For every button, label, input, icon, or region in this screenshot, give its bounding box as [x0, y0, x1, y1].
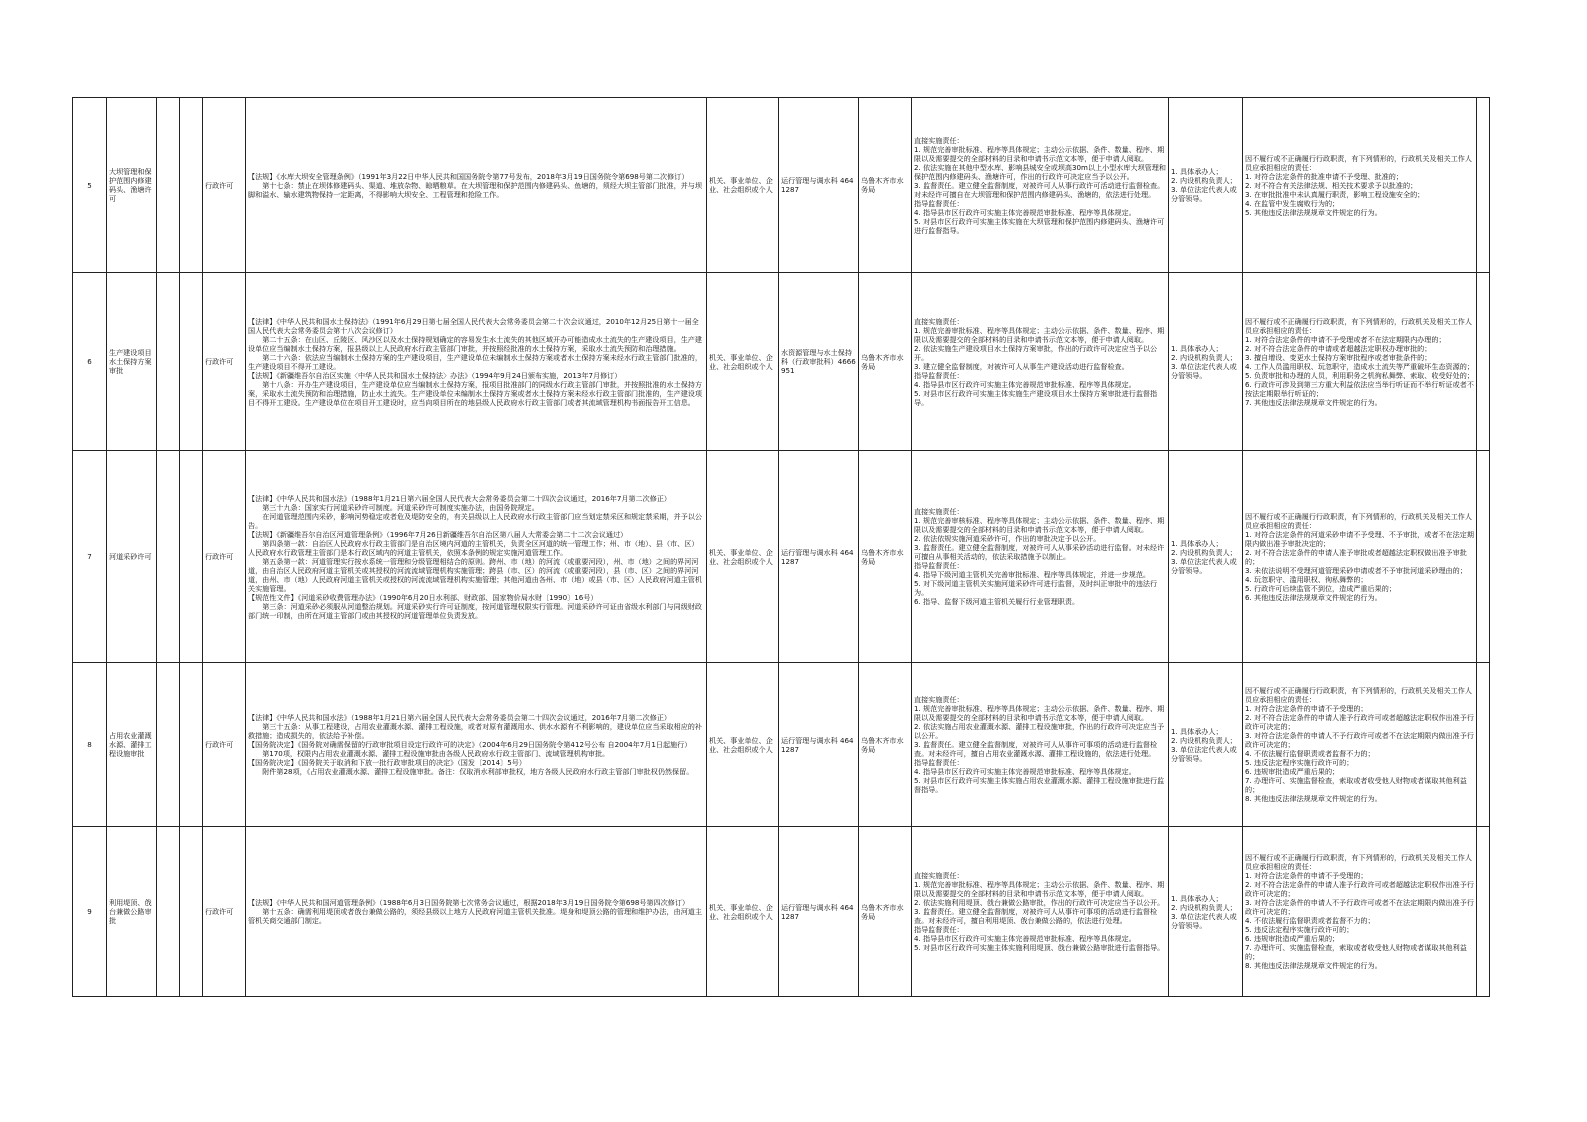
legal-basis-line: 第十八条：开办生产建设项目，生产建设单位应当编制水土保持方案，报项目批准部门的同级水行政主管部门审批，并按照批准的水土保持方案，采取水土流失预防和治理措施，防止水土流失。生产建设单位未编制水土保持方案或者水土保持方案未经水行政主管部门批准的，生产建设项目不得开工建设。生产建设单位在项目开工建设时，应当向项目所在的地县级人民政府水行政主管部门或者其流域管理机构书面报告开工信息。: [248, 379, 702, 407]
duties-line: 直接实施责任：: [914, 316, 964, 326]
duties-line: 直接实施责任：: [914, 135, 964, 145]
duties-line: 4. 指导县市区行政许可实施主体完善规范审批标准、程序等具体规定。: [914, 767, 1136, 776]
remarks: [1477, 663, 1490, 827]
office: 运行管理与调水科 4641287: [779, 663, 859, 827]
legal-basis-line: 【法律】《中华人民共和国水法》（1988年1月21日第六届全国人民代表大会常务委员会第二十四次会议通过，2016年7月第二次修正）: [248, 493, 672, 503]
liability: [1243, 663, 1477, 827]
bearers-line: 2. 内设机构负责人；: [1171, 902, 1237, 912]
bearers: [1169, 663, 1243, 827]
table-row: [73, 273, 1490, 451]
row-number: 7: [73, 451, 107, 663]
legal-basis-line: 【法律】《中华人民共和国水土保持法》（1991年6月29日第七届全国人民代表大会常务委员会第二十次会议通过，2010年12月25日第十一届全国人民代表大会常务委员会第十八次会议修订）: [248, 316, 699, 335]
table-row: [73, 451, 1490, 663]
liability-line: 6. 其他违反法律法规规章文件规定的行为。: [1245, 592, 1382, 602]
liability: [1243, 98, 1477, 273]
office: 水资源管理与水土保持科（行政审批科）4666951: [779, 273, 859, 451]
liability-line: 5. 其他违反法律法规规章文件规定的行为。: [1245, 207, 1382, 217]
duties-line: 直接实施责任：: [914, 695, 964, 704]
liability-line: 因不履行或不正确履行行政职责，有下列情形的，行政机关及相关工作人员应承担相应的责任：: [1245, 853, 1472, 871]
duties-line: 3. 监督责任。建立健全监督制度，对被许可人从事许可事项的活动进行监督检查。对未经许可，擅自利用堤顶、戗台兼做公路的，依法进行处理。: [914, 907, 1158, 925]
liability-line: 5. 行政许可后续监管不到位，造成严重后果的；: [1245, 583, 1396, 593]
duties-line: 直接实施责任：: [914, 871, 964, 880]
agency: 乌鲁木齐市水务局: [859, 273, 912, 451]
duties: [912, 827, 1169, 997]
liability-line: 5. 违反法定程序实施行政许可的；: [1245, 758, 1354, 767]
legal-basis: [246, 451, 707, 663]
duties-line: 3. 建立健全监督制度，对被许可人从事生产建设活动进行监督检查。: [914, 361, 1129, 371]
legal-basis-line: 第十五条：确需利用堤顶或者戗台兼做公路的，须经县级以上地方人民政府河道主管机关批准。堤身和堤顶公路的管理和维护办法，由河道主管机关商交通部门制定。: [248, 907, 702, 925]
bearers-line: 1. 具体承办人；: [1171, 343, 1223, 353]
liability-line: 3. 对符合法定条件的申请人不予行政许可或者不在法定期限内做出准予行政许可决定的；: [1245, 898, 1474, 916]
bearers-line: 1. 具体承办人；: [1171, 726, 1223, 736]
sub-item: [157, 273, 180, 451]
duties-line: 5. 对县市区行政许可实施主体实施在大坝管理和保护范围内修建码头、渔塘许可进行监督指导。: [914, 216, 1165, 235]
remarks: [1477, 98, 1490, 273]
duties-line: 2. 依法实施占用农业灌溉水源、灌排工程设施审批，作出的行政许可决定应当予以公开。: [914, 722, 1165, 740]
bearers-line: 3. 单位法定代表人或分管领导。: [1171, 744, 1237, 763]
duties-line: 3. 监督责任。建立健全监督制度，对被许可人从事许可事项的活动进行监督检查。对未经许可，擅自占用农业灌溉水源、灌排工程设施的，依法进行处理。: [914, 740, 1158, 758]
liability-line: 4. 玩忽职守、滥用职权、徇私舞弊的；: [1245, 574, 1368, 584]
item-category: 行政许可: [203, 273, 246, 451]
target: 机关、事业单位、企业、社会组织或个人: [707, 98, 779, 273]
duties-line: 指导监督责任：: [914, 758, 964, 767]
duties-line: 3. 监督责任。建立健全监督制度，对被许可人从事采砂活动进行监督。对未经许可擅自从事相关活动的，依法采取措施予以制止。: [914, 543, 1165, 561]
legal-basis-line: 第二十六条：依法应当编制水土保持方案的生产建设项目，生产建设单位未编制水土保持方案或者水土保持方案未经水行政主管部门批准的，生产建设项目不得开工建设。: [248, 352, 702, 371]
duties-line: 5. 对下级河道主管机关实施河道采砂许可进行监督，及时纠正审批中的违法行为。: [914, 579, 1158, 597]
legal-basis-line: 第五条第一款：河道管理实行按水系统一管理和分级管理相结合的原则。跨州、市（地）的河流（或重要河段），州、市（地）之间的界河河道，由自治区人民政府河道主管机关或其授权的河流流域管理机构实施管理；跨县（市、区）的河流（或重要河段），县（市、区）之间的界河河道，由州、市（地）人民政府河道主管机关或授权的河流流域管理机构实施管理；其他河道由各州、市（地）或县（市、区）人民政府河道主管机关实施管理。: [248, 556, 702, 593]
liability-line: 1. 对符合法定条件的申请不予受理的；: [1245, 704, 1368, 713]
target: 机关、事业单位、企业、社会组织或个人: [707, 273, 779, 451]
row-number: 9: [73, 827, 107, 997]
liability-line: 7. 办理许可、实施监督检查，索取或者收受他人财物或者谋取其他利益的；: [1245, 943, 1467, 961]
legal-basis: [246, 827, 707, 997]
item-category: 行政许可: [203, 451, 246, 663]
legal-basis-line: 【法规】《新疆维吾尔自治区实施〈中华人民共和国水土保持法〉办法》（1994年9月24日颁布实施，2013年7月修订）: [248, 370, 622, 380]
bearers: [1169, 273, 1243, 451]
table-row: [73, 98, 1490, 273]
legal-basis-line: 在河道管理范围内采砂，影响河势稳定或者危及堤防安全的，有关县级以上人民政府水行政主管部门应当划定禁采区和规定禁采期，并予以公告。: [248, 511, 702, 530]
liability: [1243, 827, 1477, 997]
power-list-table: [72, 97, 1490, 997]
legal-basis-line: 【规范性文件】《河道采砂收费管理办法》（1990年6月20日水利部、财政部、国家物价局水财〔1990〕16号）: [248, 592, 598, 602]
row-number: 6: [73, 273, 107, 451]
liability-line: 3. 对符合法定条件的申请人不予行政许可或者不在法定期限内做出准予行政许可决定的；: [1245, 731, 1474, 749]
duties-line: 3. 监督责任。建立健全监督制度，对被许可人从事行政许可活动进行监督检查。对未经许可擅自在大坝管理和保护范围内修建码头、渔塘的，依法进行处理。: [914, 180, 1165, 199]
liability-line: 8. 其他违反法律法规规章文件规定的行为。: [1245, 961, 1382, 970]
duties-line: 5. 对县市区行政许可实施主体实施生产建设项目水土保持方案审批进行监督指导。: [914, 388, 1158, 407]
liability-line: 2. 对不符合法定条件的申请或者超越法定职权办理审批的；: [1245, 343, 1432, 353]
legal-basis-line: 第十七条：禁止在坝体修建码头、渠道、堆放杂物、晾晒粮草。在大坝管理和保护范围内修建码头、鱼塘的，须经大坝主管部门批准，并与坝脚和溢水、输水建筑物保持一定距离，不得影响大坝安全、工程管理和抢险工作。: [248, 180, 702, 199]
duties-line: 指导监督责任：: [914, 370, 964, 380]
duties-line: 4. 指导县市区行政许可实施主体完善规范审批标准、程序等具体规定。: [914, 934, 1136, 943]
item-category: 行政许可: [203, 663, 246, 827]
bearers-line: 3. 单位法定代表人或分管领导。: [1171, 361, 1237, 380]
duties-line: 6. 指导、监督下级河道主管机关履行行业管理职责。: [914, 597, 1080, 606]
liability-line: 1. 对符合法定条件的申请不予受理或者不在法定期限内办理的；: [1245, 334, 1446, 344]
liability-line: 3. 擅自增设、变更水土保持方案审批程序或者审批条件的；: [1245, 352, 1432, 362]
row-number: 5: [73, 98, 107, 273]
duties: [912, 451, 1169, 663]
legal-basis-line: 【国务院决定】《国务院对确需保留的行政审批项目设定行政许可的决定》（2004年6月29日国务院令第412号公布 自2004年7月1日起施行）: [248, 740, 692, 749]
duties-line: 2. 依法实施利用堤顶、戗台兼做公路审批，作出的行政许可决定应当予以公开。: [914, 898, 1165, 907]
agency: 乌鲁木齐市水务局: [859, 663, 912, 827]
duties-line: 4. 指导县市区行政许可实施主体完善规范审批标准、程序等具体规定。: [914, 379, 1136, 389]
bearers-line: 1. 具体承办人；: [1171, 167, 1223, 176]
duties: [912, 273, 1169, 451]
remarks: [1477, 451, 1490, 663]
remarks: [1477, 273, 1490, 451]
item-category: 行政许可: [203, 98, 246, 273]
legal-basis-line: 第二十五条：在山区、丘陵区、风沙区以及水土保持规划确定的容易发生水土流失的其他区域开办可能造成水土流失的生产建设项目，生产建设单位应当编制水土保持方案，报县级以上人民政府水行政主管部门审批，并按照经批准的水土保持方案，采取水土流失预防和治理措施。: [248, 334, 702, 353]
liability-line: 2. 对不符合法定条件的申请人准予审批或者超越法定职权做出准予审批的；: [1245, 547, 1467, 566]
liability-line: 6. 行政许可涉及到第三方重大利益依法应当举行听证而不举行听证或者不按法定期限举行听证的；: [1245, 379, 1474, 398]
liability-line: 因不履行或不正确履行行政职责，有下列情形的，行政机关及相关工作人员应承担相应的责任：: [1245, 686, 1472, 704]
liability-line: 4. 不依法履行监督职责或者监督不力的；: [1245, 916, 1375, 925]
duties: [912, 98, 1169, 273]
legal-basis-line: 第三十九条：国家实行河道采砂许可制度。河道采砂许可制度实施办法，由国务院规定。: [262, 502, 539, 512]
target: 机关、事业单位、企业、社会组织或个人: [707, 827, 779, 997]
duties-line: 指导监督责任：: [914, 925, 964, 934]
duties-line: 指导监督责任：: [914, 561, 964, 570]
legal-basis-line: 第三条：河道采砂必须服从河道整治规划。河道采砂实行许可证制度，按河道管理权限实行管理。河道采砂许可证由省级水利部门与同级财政部门统一印制，由所在河道主管部门或由其授权的河道管理单位负责发放。: [248, 601, 702, 620]
duties-line: 2. 依法实施生产建设项目水土保持方案审批，作出的行政许可决定应当予以公开。: [914, 343, 1158, 362]
duties-line: 1. 规范完善审核标准、程序等具体规定；主动公示依据、条件、数量、程序、期限以及需要提交的全部材料的目录和申请书示范文本等，便于申请人阅取。: [914, 516, 1165, 534]
duties: [912, 663, 1169, 827]
sub-item-blank: [180, 663, 203, 827]
legal-basis-line: 第四条第一款：自治区人民政府水行政主管部门是自治区境内河道的主管机关，负责全区河道的统一管理工作；州、市（地）、县（市、区）人民政府水行政管理主管部门是本行政区域内的河道主管机关，依照本条例的规定实施河道管理工作。: [248, 538, 699, 557]
liability-line: 4. 在监管中发生腐败行为的；: [1245, 198, 1340, 208]
table-row: [73, 827, 1490, 997]
liability-line: 2. 对不符合法定条件的申请人准予行政许可或者超越法定职权作出准予行政许可决定的；: [1245, 713, 1474, 731]
bearers: [1169, 827, 1243, 997]
table-row: [73, 663, 1490, 827]
row-number: 8: [73, 663, 107, 827]
legal-basis: [246, 98, 707, 273]
liability-line: 4. 工作人员滥用职权、玩忽职守，造成水土流失等严重破坏生态资源的；: [1245, 361, 1474, 371]
liability-line: 5. 负责审批和办理的人员，利用职务之机徇私舞弊、索取、收受好处的；: [1245, 370, 1474, 380]
duties-line: 5. 对县市区行政许可实施主体实施占用农业灌溉水源、灌排工程设施审批进行监督指导。: [914, 776, 1165, 794]
liability-line: 1. 对符合法定条件的河道采砂申请不予受理、不予审批，或者不在法定期限内做出准予审批决定的；: [1245, 529, 1474, 548]
duties-line: 2. 依法依规实施河道采砂许可，作出的审批决定予以公开。: [914, 534, 1101, 543]
sub-item-blank: [180, 273, 203, 451]
legal-basis-line: 第170项，权限内占用农业灌溉水源、灌排工程设施审批由各级人民政府水行政主管部门、流域管理机构审批。: [262, 749, 610, 758]
liability-line: 5. 违反法定程序实施行政许可的；: [1245, 925, 1354, 934]
office: 运行管理与调水科 4641287: [779, 827, 859, 997]
table-body: [73, 98, 1490, 997]
duties-line: 指导监督责任：: [914, 198, 964, 208]
duties-line: 1. 规范完善审批标准、程序等具体规定；主动公示依据、条件、数量、程序、期限以及需要提交的全部材料的目录和申请书示范文本等，便于申请人阅取。: [914, 325, 1165, 344]
bearers-line: 3. 单位法定代表人或分管领导。: [1171, 911, 1237, 930]
liability: [1243, 451, 1477, 663]
item-name: 占用农业灌溉水源、灌排工程设施审批: [107, 663, 157, 827]
liability: [1243, 273, 1477, 451]
office: 运行管理与调水科 4641287: [779, 98, 859, 273]
duties-line: 4. 指导县市区行政许可实施主体完善规范审批标准、程序等具体规定。: [914, 207, 1136, 217]
legal-basis-line: 【法规】《新疆维吾尔自治区河道管理条例》（1996年7月26日新疆维吾尔自治区第八届人大常委会第二十二次会议通过）: [248, 529, 628, 539]
liability-line: 3. 在审批批准中未认真履行职责，影响工程设施安全的；: [1245, 189, 1425, 199]
liability-line: 6. 违规审批造成严重后果的；: [1245, 767, 1340, 776]
liability-line: 因不履行或不正确履行行政职责，有下列情形的，行政机关及相关工作人员应承担相应的责任：: [1245, 153, 1472, 172]
liability-line: 3. 未依法说明不受理河道管理采砂申请或者不予审批河道采砂理由的；: [1245, 565, 1467, 575]
liability-line: 7. 办理许可、实施监督检查，索取或者收受他人财物或者谋取其他利益的；: [1245, 776, 1467, 794]
target: 机关、事业单位、企业、社会组织或个人: [707, 451, 779, 663]
item-name: 河道采砂许可: [107, 451, 157, 663]
bearers: [1169, 451, 1243, 663]
agency: 乌鲁木齐市水务局: [859, 98, 912, 273]
item-name: 生产建设项目水土保持方案审批: [107, 273, 157, 451]
legal-basis-line: 第三十五条：从事工程建设，占用农业灌溉水源、灌排工程设施，或者对原有灌溉用水、供水水源有不利影响的，建设单位应当采取相应的补救措施；造成损失的，依法给予补偿。: [248, 722, 702, 740]
bearers-line: 2. 内设机构负责人；: [1171, 735, 1237, 745]
agency: 乌鲁木齐市水务局: [859, 451, 912, 663]
office: 运行管理与调水科 4641287: [779, 451, 859, 663]
legal-basis-line: 【法律】《中华人民共和国水法》（1988年1月21日第六届全国人民代表大会常务委员会第二十四次会议通过，2016年7月第二次修正）: [248, 713, 672, 722]
liability-line: 因不履行或不正确履行行政职责，有下列情形的，行政机关及相关工作人员应承担相应的责任：: [1245, 511, 1472, 530]
bearers-line: 2. 内设机构负责人；: [1171, 547, 1237, 557]
agency: 乌鲁木齐市水务局: [859, 827, 912, 997]
duties-line: 直接实施责任：: [914, 507, 964, 516]
duties-line: 1. 规范完善审批标准、程序等具体规定；主动公示依据、条件、数量、程序、期限以及需要提交的全部材料的目录和申请书示范文本等，便于申请人阅取。: [914, 144, 1165, 163]
bearers-line: 2. 内设机构负责人；: [1171, 176, 1237, 185]
bearers-line: 3. 单位法定代表人或分管领导。: [1171, 556, 1237, 575]
item-category: 行政许可: [203, 827, 246, 997]
sub-item-blank: [180, 98, 203, 273]
duties-line: 4. 指导下级河道主管机关完善审批标准、程序等具体规定，并进一步规范。: [914, 570, 1151, 579]
bearers-line: 1. 具体承办人；: [1171, 538, 1223, 548]
bearers: [1169, 98, 1243, 273]
sub-item: [157, 98, 180, 273]
liability-line: 因不履行或不正确履行行政职责，有下列情形的，行政机关及相关工作人员应承担相应的责任：: [1245, 316, 1472, 335]
sub-item-blank: [180, 451, 203, 663]
bearers-line: 1. 具体承办人；: [1171, 893, 1223, 903]
remarks: [1477, 827, 1490, 997]
liability-line: 4. 不依法履行监督职责或者监督不力的；: [1245, 749, 1375, 758]
duties-line: 1. 规范完善审批标准、程序等具体规定；主动公示依据、条件、数量、程序、期限以及需要提交的全部材料的目录和申请书示范文本等，便于申请人阅取。: [914, 880, 1165, 898]
liability-line: 1. 对符合法定条件的批准申请不予受理、批准的；: [1245, 171, 1403, 181]
liability-line: 6. 违规审批造成严重后果的；: [1245, 934, 1340, 943]
liability-line: 2. 对不符合法定条件的申请人准予行政许可或者超越法定职权作出准予行政许可决定的；: [1245, 880, 1474, 898]
liability-line: 7. 其他违反法律法规规章文件规定的行为。: [1245, 397, 1382, 407]
bearers-line: 3. 单位法定代表人或分管领导。: [1171, 185, 1237, 203]
sub-item: [157, 663, 180, 827]
legal-basis: [246, 273, 707, 451]
duties-line: 1. 规范完善审批标准、程序等具体规定；主动公示依据、条件、数量、程序、期限以及需要提交的全部材料的目录和申请书示范文本等，便于申请人阅取。: [914, 704, 1165, 722]
sub-item: [157, 827, 180, 997]
liability-line: 1. 对符合法定条件的申请不予受理的；: [1245, 871, 1368, 880]
legal-basis-line: 附件第28项，《占用农业灌溉水源、灌排工程设施审批。备注：仅取消水利部审批权，地方各级人民政府水行政主管部门审批权仍然保留。: [262, 767, 694, 776]
legal-basis-line: 【法规】《中华人民共和国河道管理条例》（1988年6月3日国务院第七次常务会议通过，根据2018年3月19日国务院令第698号第四次修订）: [248, 898, 690, 907]
target: 机关、事业单位、企业、社会组织或个人: [707, 663, 779, 827]
liability-line: 8. 其他违反法律法规规章文件规定的行为。: [1245, 794, 1382, 803]
legal-basis-line: 【法规】《水库大坝安全管理条例》（1991年3月22日中华人民共和国国务院令第77号发布，2018年3月19日国务院令第698号第二次修订）: [248, 171, 689, 181]
sub-item: [157, 451, 180, 663]
sub-item-blank: [180, 827, 203, 997]
item-name: 利用堤顶、戗台兼做公路审批: [107, 827, 157, 997]
liability-line: 2. 对不符合有关法律法规、相关技术要求予以批准的；: [1245, 180, 1418, 190]
bearers-line: 2. 内设机构负责人；: [1171, 352, 1237, 362]
duties-line: 5. 对县市区行政许可实施主体实施利用堤顶、戗台兼做公路审批进行监督指导。: [914, 943, 1165, 952]
legal-basis-line: 【国务院决定】《国务院关于取消和下放一批行政审批项目的决定》（国发〔2014〕5号）: [248, 758, 526, 767]
legal-basis: [246, 663, 707, 827]
item-name: 大坝管理和保护范围内修建码头、渔塘许可: [107, 98, 157, 273]
duties-line: 2. 依法实施在其他中型水库、影响县城安全或坝高30m以上小型水库大坝管理和保护范围内修建码头、渔塘许可，作出的行政许可决定应当予以公开。: [914, 162, 1166, 181]
